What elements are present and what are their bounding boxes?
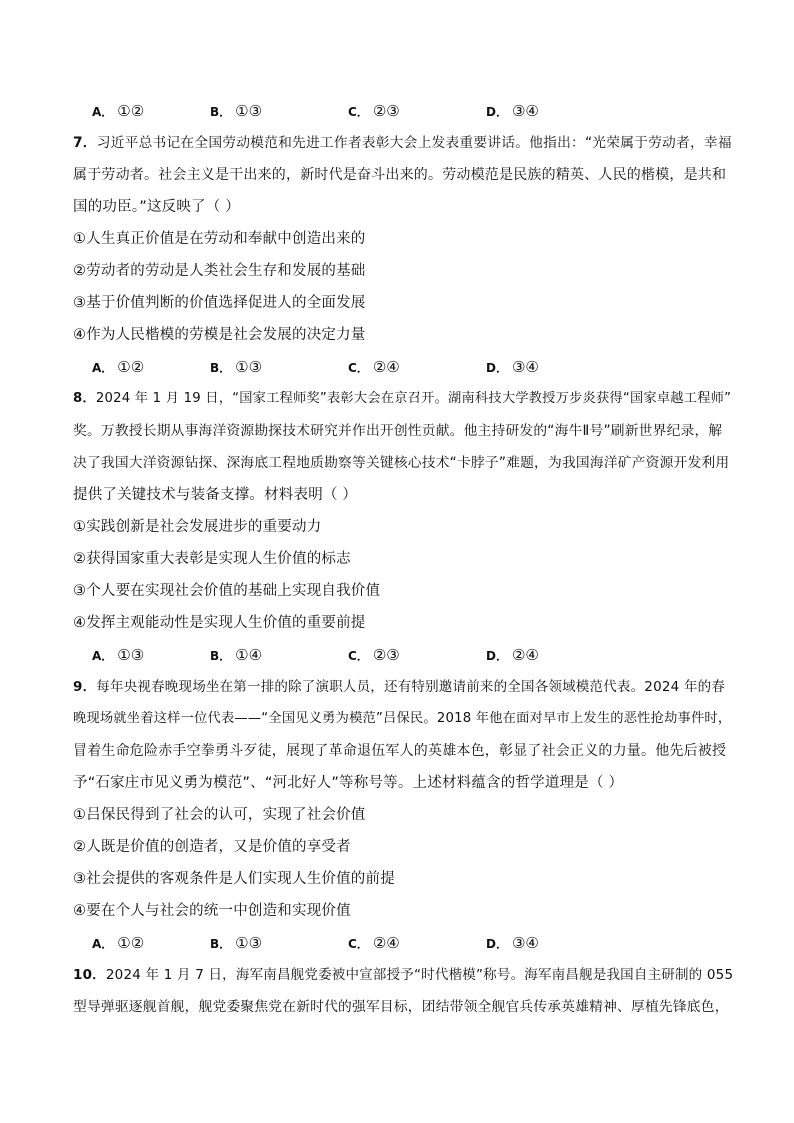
q9-statement-3: ③社会提供的客观条件是人们实现人生价值的前提 [73, 871, 395, 887]
option-b[interactable]: B． ①④ [210, 646, 263, 664]
q8-stem-line-2: 奖。万教授长期从事海洋资源勘探技术研究并作出开创性贡献。他主持研发的“海牛Ⅱ号”刷新世界纪录，解 [73, 423, 723, 439]
option-a[interactable]: A． ①③ [92, 646, 145, 664]
q8-stem-line-4: 提供了关键技术与装备支撑。材料表明（ ） [73, 487, 358, 503]
option-d[interactable]: D． ③④ [486, 102, 539, 120]
q8-stem-line-3: 决了我国大洋资源钻探、深海底工程地质勘察等关键核心技术“卡脖子”难题，为我国海洋矿产资源开发利用 [73, 455, 730, 471]
q7-statement-4: ④作为人民楷模的劳模是社会发展的决定力量 [73, 327, 366, 343]
q8-options [92, 644, 652, 666]
q9-statement-2: ②人既是价值的创造者，又是价值的享受者 [73, 839, 351, 855]
option-c[interactable]: C． ②④ [348, 934, 400, 952]
q10-stem-line-2: 型导弹驱逐舰首舰，舰党委聚焦党在新时代的强军目标，团结带领全舰官兵传承英雄精神、厚植先锋底色， [73, 999, 729, 1015]
q9-stem-line-4: 予“石家庄市见义勇为模范”、“河北好人”等称号等。上述材料蕴含的哲学道理是（ ） [73, 775, 624, 791]
option-a[interactable]: A． ①② [92, 358, 145, 376]
option-d[interactable]: D． ③④ [486, 934, 539, 952]
q9-statement-4: ④要在个人与社会的统一中创造和实现价值 [73, 903, 351, 919]
q9-statement-1: ①吕保民得到了社会的认可，实现了社会价值 [73, 807, 366, 823]
q7-stem-line-3: 国的功臣。”这反映了（ ） [73, 199, 240, 215]
option-d[interactable]: D． ③④ [486, 358, 539, 376]
q6-options [92, 100, 652, 122]
q7-stem-line-2: 属于劳动者。社会主义是干出来的，新时代是奋斗出来的。劳动模范是民族的精英、人民的楷模，是共和 [73, 167, 727, 183]
q8-statement-3: ③个人要在实现社会价值的基础上实现自我价值 [73, 583, 381, 599]
q7-statement-2: ②劳动者的劳动是人类社会生存和发展的基础 [73, 263, 366, 279]
q7-stem-line-1: 7．习近平总书记在全国劳动模范和先进工作者表彰大会上发表重要讲话。他指出：“光荣属于劳动者，幸福 [73, 135, 732, 151]
option-c[interactable]: C． ②④ [348, 358, 400, 376]
q8-statement-2: ②获得国家重大表彰是实现人生价值的标志 [73, 551, 351, 567]
q9-options [92, 932, 652, 954]
option-b[interactable]: B． ①③ [210, 358, 263, 376]
option-d[interactable]: D． ②④ [486, 646, 539, 664]
option-b[interactable]: B． ①③ [210, 934, 263, 952]
q7-options [92, 356, 652, 378]
option-b[interactable]: B． ①③ [210, 102, 263, 120]
q9-stem-line-1: 9．每年央视春晚现场坐在第一排的除了演职人员，还有特别邀请前来的全国各领域模范代表。2024 年的春 [73, 679, 726, 695]
option-c[interactable]: C． ②③ [348, 102, 400, 120]
q7-statement-3: ③基于价值判断的价值选择促进人的全面发展 [73, 295, 366, 311]
option-c[interactable]: C． ②③ [348, 646, 400, 664]
q9-stem-line-3: 冒着生命危险赤手空拳勇斗歹徒，展现了革命退伍军人的英雄本色，彰显了社会正义的力量。他先后被授 [73, 743, 727, 759]
q8-statement-1: ①实践创新是社会发展进步的重要动力 [73, 519, 322, 535]
q10-stem-line-1: 10．2024 年 1 月 7 日，海军南昌舰党委被中宣部授予“时代楷模”称号。海军南昌舰是我国自主研制的 055 [73, 967, 733, 983]
q7-statement-1: ①人生真正价值是在劳动和奉献中创造出来的 [73, 231, 366, 247]
q8-statement-4: ④发挥主观能动性是实现人生价值的重要前提 [73, 615, 366, 631]
option-a[interactable]: A． ①② [92, 934, 145, 952]
q8-stem-line-1: 8．2024 年 1 月 19 日，“国家工程师奖”表彰大会在京召开。湖南科技大学教授万步炎获得“国家卓越工程师” [73, 391, 732, 406]
option-a[interactable]: A． ①② [92, 102, 145, 120]
q9-stem-line-2: 晚现场就坐着这样一位代表——“全国见义勇为模范”吕保民。2018 年他在面对早市上发生的恶性抢劫事件时， [73, 711, 732, 726]
